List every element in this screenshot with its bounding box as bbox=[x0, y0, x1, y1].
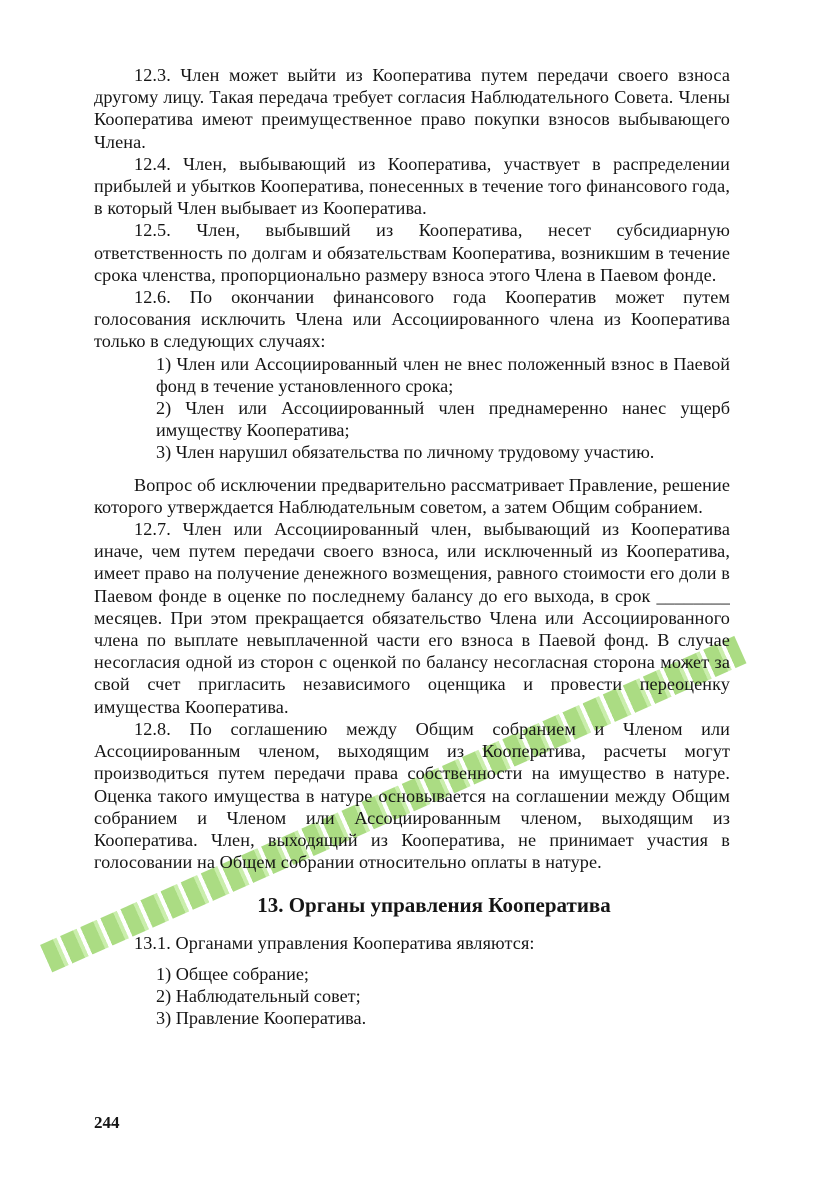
clause-12-5: 12.5. Член, выбывший из Кооператива, несет субсидиарную ответственность по долгам и обязательствам Кооператива, возникшим в течение срока членства, пропорционально размеру взноса этого Члена в Паевом фонде. bbox=[94, 220, 730, 285]
exclusion-case-1: 1) Член или Ассоциированный член не внес положенный взнос в Паевой фонд в течение установленного срока; bbox=[156, 353, 730, 396]
governing-body-2: 2) Наблюдательный совет; bbox=[156, 985, 361, 1006]
governing-body-3: 3) Правление Кооператива. bbox=[156, 1007, 367, 1028]
clause-12-8: 12.8. По соглашению между Общим собранием и Членом или Ассоциированным членом, выходящим из Кооператива, расчеты могут производиться путем передачи права собственности на имущество в натуре. Оценка такого имущества в натуре основывается на соглашении между Общим собранием и Членом или Ассоциированным членом, выходящим из Кооператива. Член, выходящий из Кооператива, не принимает участия в голосовании на Общем собрании относительно оплаты в натуре. bbox=[94, 718, 730, 873]
clause-13-1: 13.1. Органами управления Кооператива являются: bbox=[134, 933, 535, 954]
governing-body-1: 1) Общее собрание; bbox=[156, 963, 309, 984]
governing-bodies-list bbox=[94, 963, 730, 1030]
clause-12-7: 12.7. Член или Ассоциированный член, выбывающий из Кооператива иначе, чем путем передачи своего взноса, или исключенный из Кооператива, имеет право на получение денежного возмещения, равного стоимости его доли в Паевом фонде в оценке по последнему балансу до его выхода, в срок ________ месяцев. При этом прекращается обязательство Члена или Ассоциированного члена по выплате невыплаченной части его взноса в Паевой фонд. В случае несогласия одной из сторон с оценкой по балансу несогласная сторона может за свой счет пригласить независимого оценщика и провести переоценку имущества Кооператива. bbox=[94, 519, 730, 717]
clause-12-4: 12.4. Член, выбывающий из Кооператива, участвует в распределении прибылей и убытков Кооператива, понесенных в течение того финансового года, в который Член выбывает из Кооператива. bbox=[94, 153, 730, 219]
page-content bbox=[94, 64, 730, 1029]
exclusion-case-3: 3) Член нарушил обязательства по личному трудовому участию. bbox=[156, 442, 655, 463]
exclusion-case-2: 2) Член или Ассоциированный член преднамеренно нанес ущерб имуществу Кооператива; bbox=[156, 398, 730, 441]
section-heading: 13. Органы управления Кооператива bbox=[257, 893, 611, 918]
exclusion-procedure: Вопрос об исключении предварительно рассматривает Правление, решение которого утверждается Наблюдательным советом, а затем Общим собранием. bbox=[94, 474, 730, 517]
clause-12-6: 12.6. По окончании финансового года Кооператив может путем голосования исключить Члена или Ассоциированного члена из Кооператива только в следующих случаях: bbox=[94, 287, 730, 352]
exclusion-cases-list bbox=[94, 353, 730, 464]
clause-12-3: 12.3. Член может выйти из Кооператива путем передачи своего взноса другому лицу. Такая передача требует согласия Наблюдательного Совета. Члены Кооператива имеют преимущественное право покупки взносов выбывающего Члена. bbox=[94, 65, 730, 152]
page-number: 244 bbox=[94, 1113, 120, 1132]
